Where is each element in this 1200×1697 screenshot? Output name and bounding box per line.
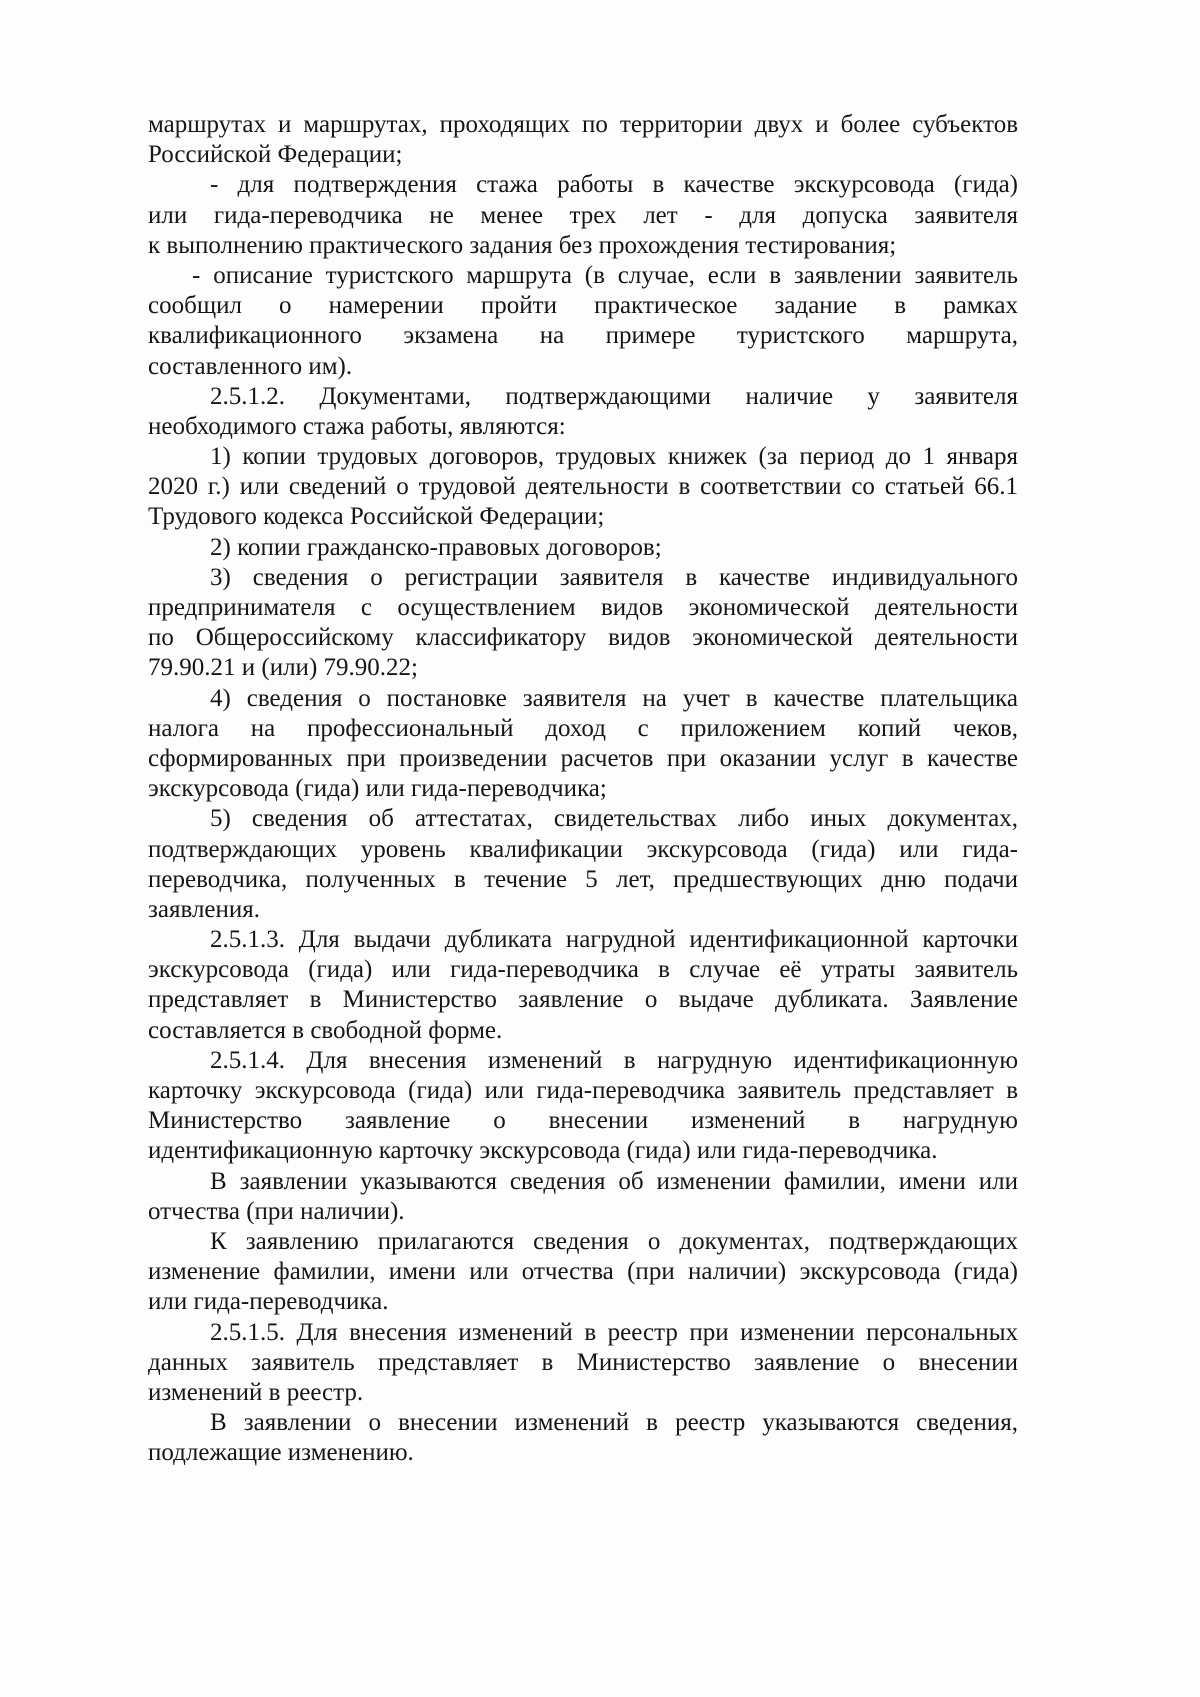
- text-line: Министерство заявление о внесении изменений в нагрудную: [148, 1107, 1018, 1135]
- paragraph: [148, 170, 1018, 261]
- paragraph: [148, 684, 1018, 805]
- text-line: маршрутах и маршрутах, проходящих по территории двух и более субъектов: [148, 111, 1018, 138]
- paragraph: [148, 533, 1018, 563]
- text-line: 1) копии трудовых договоров, трудовых книжек (за период до 1 января: [210, 443, 1018, 471]
- text-line: квалификационного экзамена на примере туристского маршрута,: [148, 322, 1018, 350]
- paragraph: [148, 1227, 1018, 1318]
- text-line: экскурсовода (гида) или гида-переводчика в случае её утраты заявитель: [148, 956, 1018, 984]
- text-line: - для подтверждения стажа работы в качестве экскурсовода (гида): [210, 171, 1018, 199]
- text-line: 2) копии гражданско-правовых договоров;: [210, 533, 662, 561]
- paragraph: [148, 925, 1018, 1046]
- text-line: предпринимателя с осуществлением видов экономической деятельности: [148, 594, 1018, 621]
- text-line: 3) сведения о регистрации заявителя в качестве индивидуального: [210, 563, 1018, 591]
- text-line: изменений в реестр.: [148, 1378, 364, 1406]
- text-line: В заявлении о внесении изменений в реестр указываются сведения,: [210, 1409, 1018, 1437]
- text-line: к выполнению практического задания без прохождения тестирования;: [148, 231, 897, 259]
- text-line: данных заявитель представляет в Министерство заявление о внесении: [148, 1348, 1018, 1376]
- paragraph: [148, 1408, 1018, 1468]
- text-line: - описание туристского маршрута (в случае, если в заявлении заявитель: [192, 261, 1018, 289]
- text-line: 4) сведения о постановке заявителя на учет в качестве плательщика: [210, 684, 1018, 712]
- paragraph: [148, 1167, 1018, 1227]
- paragraph: [148, 563, 1018, 684]
- paragraph: [148, 1046, 1018, 1167]
- text-line: К заявлению прилагаются сведения о документах, подтверждающих: [210, 1227, 1018, 1255]
- paragraph: [148, 442, 1018, 533]
- text-line: изменение фамилии, имени или отчества (при наличии) экскурсовода (гида): [148, 1258, 1018, 1286]
- text-line: переводчика, полученных в течение 5 лет, предшествующих дню подачи: [148, 865, 1018, 893]
- text-line: 2.5.1.3. Для выдачи дубликата нагрудной идентификационной карточки: [210, 926, 1018, 954]
- text-line: отчества (при наличии).: [148, 1197, 405, 1225]
- text-line: составленного им).: [148, 352, 353, 380]
- text-line: налога на профессиональный доход с приложением копий чеков,: [148, 714, 1018, 742]
- text-line: сформированных при произведении расчетов при оказании услуг в качестве: [148, 744, 1018, 772]
- text-line: 79.90.21 и (или) 79.90.22;: [148, 654, 418, 682]
- text-line: или гида-переводчика.: [148, 1288, 389, 1316]
- text-line: идентификационную карточку экскурсовода (гида) или гида-переводчика.: [148, 1137, 938, 1165]
- paragraph: [148, 804, 1018, 925]
- text-line: В заявлении указываются сведения об изменении фамилии, имени или: [210, 1167, 1018, 1195]
- text-line: Российской Федерации;: [148, 141, 403, 169]
- paragraph: [148, 382, 1018, 442]
- text-line: Трудового кодекса Российской Федерации;: [148, 503, 605, 531]
- text-line: заявления.: [148, 895, 261, 923]
- text-line: 2.5.1.4. Для внесения изменений в нагрудную идентификационную: [210, 1046, 1018, 1074]
- text-line: 5) сведения об аттестатах, свидетельствах либо иных документах,: [210, 805, 1018, 833]
- text-line: сообщил о намерении пройти практическое задание в рамках: [148, 292, 1018, 320]
- paragraph: [148, 1318, 1018, 1409]
- text-line: представляет в Министерство заявление о выдаче дубликата. Заявление: [148, 986, 1018, 1014]
- text-line: 2020 г.) или сведений о трудовой деятельности в соответствии со статьей 66.1: [148, 473, 1018, 501]
- text-line: экскурсовода (гида) или гида-переводчика;: [148, 775, 607, 803]
- text-line: карточку экскурсовода (гида) или гида-переводчика заявитель представляет в: [148, 1077, 1018, 1104]
- text-line: или гида-переводчика не менее трех лет - для допуска заявителя: [148, 201, 1018, 229]
- text-line: составляется в свободной форме.: [148, 1016, 503, 1044]
- text-line: подлежащие изменению.: [148, 1439, 414, 1467]
- text-line: необходимого стажа работы, являются:: [148, 412, 566, 440]
- paragraph: [148, 261, 1018, 382]
- text-line: 2.5.1.5. Для внесения изменений в реестр при изменении персональных: [210, 1318, 1018, 1346]
- text-line: 2.5.1.2. Документами, подтверждающими наличие у заявителя: [210, 382, 1018, 410]
- paragraph: [148, 110, 1018, 170]
- text-line: подтверждающих уровень квалификации экскурсовода (гида) или гида-: [148, 835, 1018, 863]
- document-body: [148, 110, 1018, 1468]
- text-line: по Общероссийскому классификатору видов экономической деятельности: [148, 624, 1018, 652]
